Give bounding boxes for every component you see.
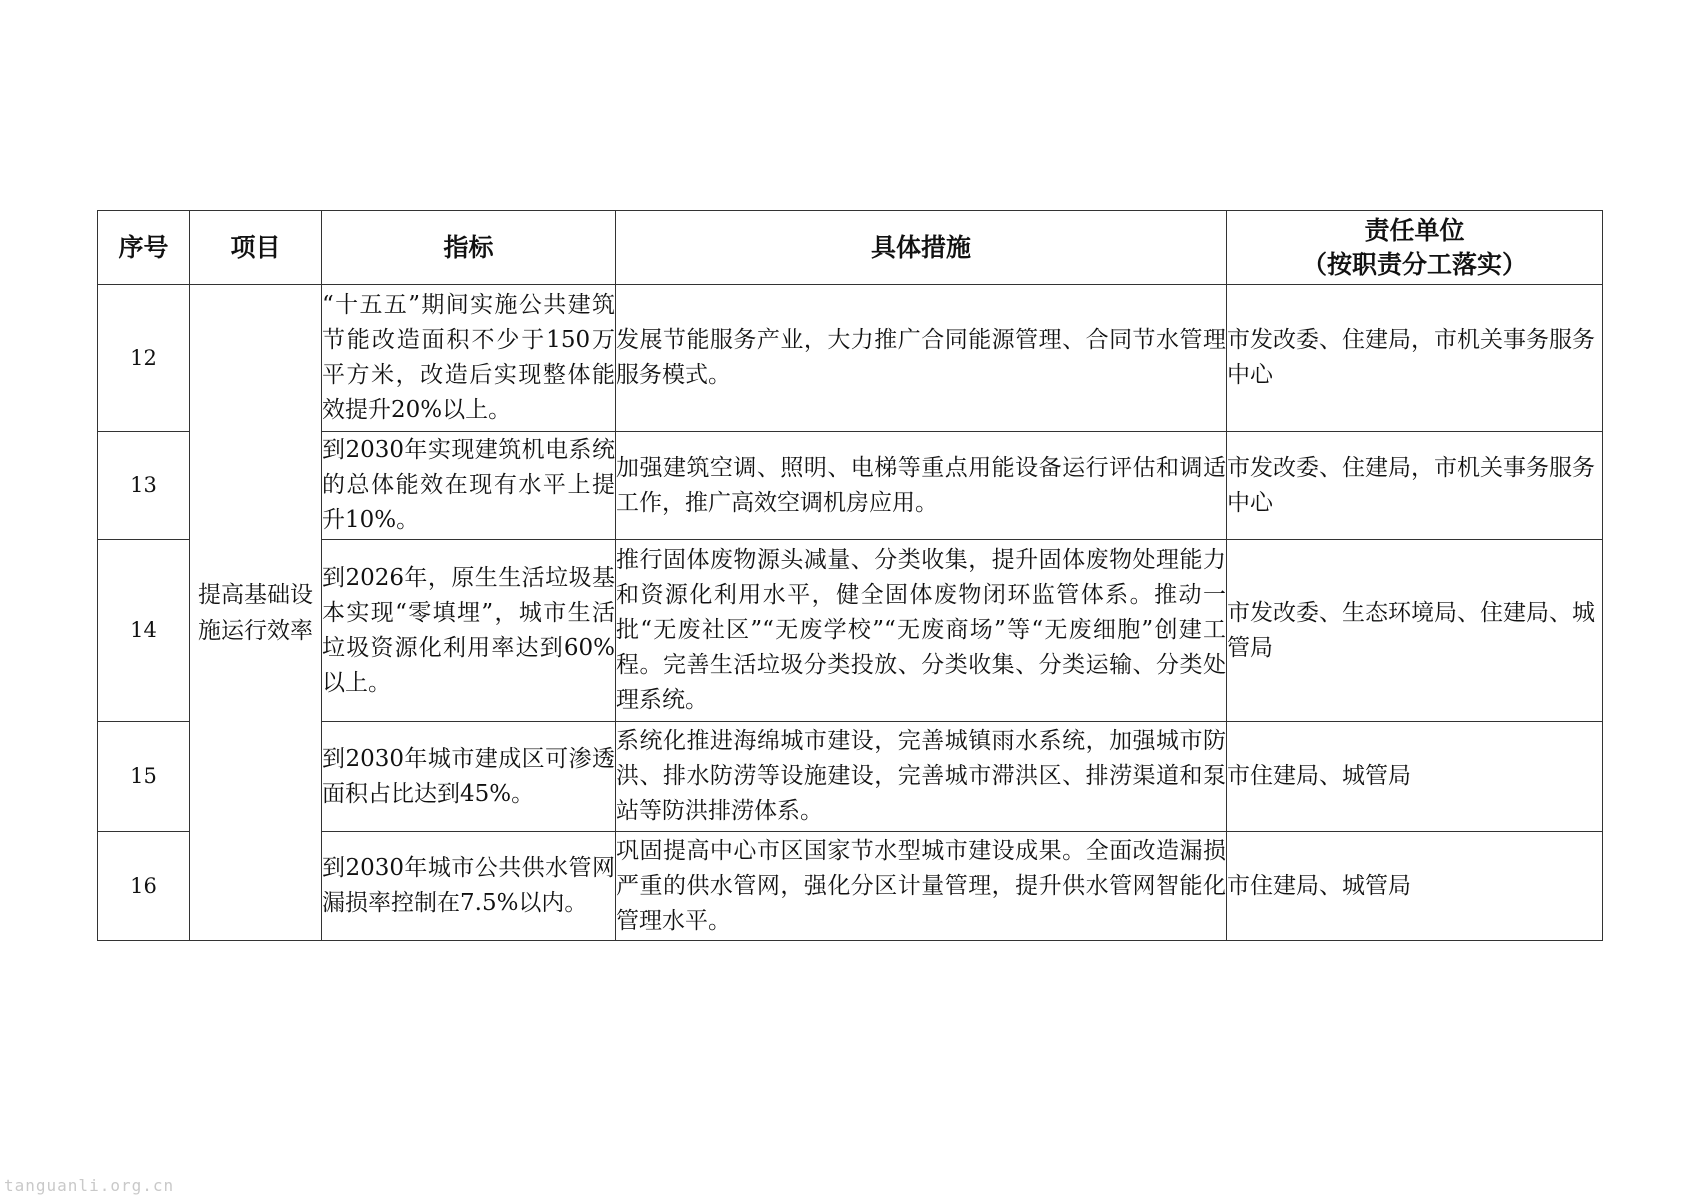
table-header-row [98, 211, 1603, 285]
row-measures: 发展节能服务产业，大力推广合同能源管理、合同节水管理服务模式。 [616, 285, 1227, 432]
measures-table [97, 210, 1603, 941]
header-responsible-line2: （按职责分工落实） [1301, 249, 1527, 279]
header-responsible [1227, 211, 1603, 285]
row-indicator: 到2030年实现建筑机电系统的总体能效在现有水平上提升10%。 [322, 432, 616, 540]
table-row [98, 285, 1603, 432]
row-measures: 加强建筑空调、照明、电梯等重点用能设备运行评估和调适工作，推广高效空调机房应用。 [616, 432, 1227, 540]
row-seq: 13 [98, 432, 190, 540]
project-cell [190, 285, 322, 941]
row-seq: 15 [98, 722, 190, 832]
header-indicator: 指标 [322, 211, 616, 285]
row-responsible: 市发改委、生态环境局、住建局、城管局 [1227, 540, 1603, 722]
header-seq: 序号 [98, 211, 190, 285]
row-indicator: 到2030年城市公共供水管网漏损率控制在7.5%以内。 [322, 832, 616, 941]
row-responsible: 市住建局、城管局 [1227, 722, 1603, 832]
table-row [98, 722, 1603, 832]
project-label: 提高基础设施运行效率 [198, 581, 313, 644]
header-responsible-line1: 责任单位 [1364, 215, 1465, 245]
row-measures: 巩固提高中心市区国家节水型城市建设成果。全面改造漏损严重的供水管网，强化分区计量管理，提升供水管网智能化管理水平。 [616, 832, 1227, 941]
row-indicator: 到2026年，原生生活垃圾基本实现“零填埋”，城市生活垃圾资源化利用率达到60%以上。 [322, 540, 616, 722]
header-measures: 具体措施 [616, 211, 1227, 285]
table-row [98, 832, 1603, 941]
table-row [98, 432, 1603, 540]
row-responsible: 市发改委、住建局，市机关事务服务中心 [1227, 285, 1603, 432]
row-measures: 推行固体废物源头减量、分类收集，提升固体废物处理能力和资源化利用水平，健全固体废物闭环监管体系。推动一批“无废社区”“无废学校”“无废商场”等“无废细胞”创建工程。完善生活垃圾分类投放、分类收集、分类运输、分类处理系统。 [616, 540, 1227, 722]
row-indicator: “十五五”期间实施公共建筑节能改造面积不少于150万平方米，改造后实现整体能效提升20%以上。 [322, 285, 616, 432]
row-seq: 14 [98, 540, 190, 722]
row-measures: 系统化推进海绵城市建设，完善城镇雨水系统，加强城市防洪、排水防涝等设施建设，完善城市滞洪区、排涝渠道和泵站等防洪排涝体系。 [616, 722, 1227, 832]
table-row [98, 540, 1603, 722]
header-project: 项目 [190, 211, 322, 285]
row-seq: 12 [98, 285, 190, 432]
watermark: tanguanli.org.cn [4, 1176, 175, 1195]
row-responsible: 市发改委、住建局，市机关事务服务中心 [1227, 432, 1603, 540]
row-seq: 16 [98, 832, 190, 941]
row-responsible: 市住建局、城管局 [1227, 832, 1603, 941]
row-indicator: 到2030年城市建成区可渗透面积占比达到45%。 [322, 722, 616, 832]
